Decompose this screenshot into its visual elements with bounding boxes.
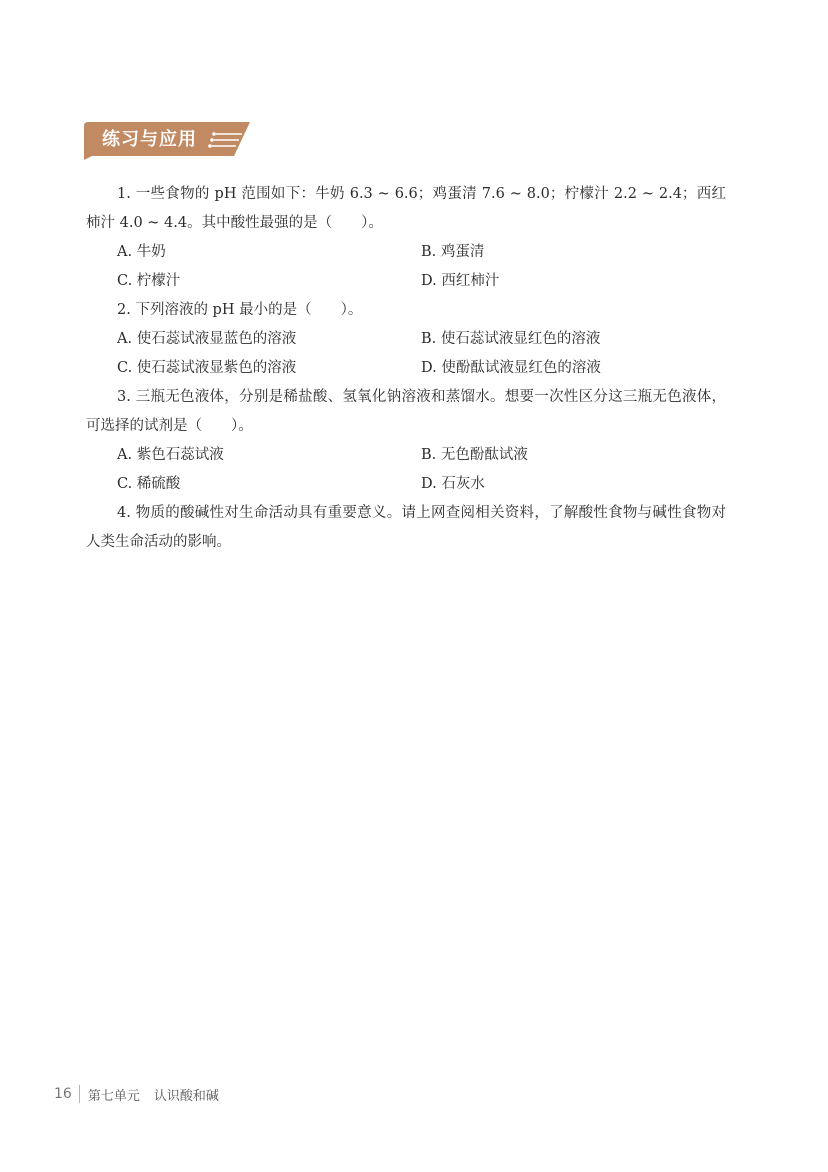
exercise-list <box>86 180 726 557</box>
option-d: D. 使酚酞试液显红色的溶液 <box>421 360 601 376</box>
page-number: 16 <box>54 1086 72 1102</box>
question-2-options <box>86 325 726 383</box>
option-d: D. 西红柿汁 <box>421 273 500 289</box>
option-a: A. 使石蕊试液显蓝色的溶液 <box>117 331 297 347</box>
option-a: A. 紫色石蕊试液 <box>117 447 224 463</box>
option-d: D. 石灰水 <box>421 476 485 492</box>
footer-divider <box>79 1085 80 1103</box>
option-b: B. 鸡蛋清 <box>421 244 485 260</box>
option-c: C. 柠檬汁 <box>117 273 181 289</box>
option-a: A. 牛奶 <box>117 244 166 260</box>
question-3: 3. 三瓶无色液体，分别是稀盐酸、氢氧化钠溶液和蒸馏水。想要一次性区分这三瓶无色液体，可选择的试剂是（ ）。 <box>86 389 726 434</box>
section-title: 练习与应用 <box>102 129 197 150</box>
page-footer <box>54 1083 219 1105</box>
option-c: C. 稀硫酸 <box>117 476 181 492</box>
option-b: B. 无色酚酞试液 <box>421 447 528 463</box>
chapter-title: 认识酸和碱 <box>153 1088 219 1104</box>
question-2: 2. 下列溶液的 pH 最小的是（ ）。 <box>117 302 363 318</box>
question-3-options <box>86 441 726 499</box>
section-header <box>84 122 250 160</box>
option-b: B. 使石蕊试液显红色的溶液 <box>421 331 601 347</box>
option-c: C. 使石蕊试液显紫色的溶液 <box>117 360 297 376</box>
question-1: 1. 一些食物的 pH 范围如下：牛奶 6.3 ~ 6.6；鸡蛋清 7.6 ~ 8.0；柠檬汁 2.2 ~ 2.4；西红柿汁 4.0 ~ 4.4。其中酸性最强的是（ ）。 <box>86 186 726 231</box>
unit-label: 第七单元 <box>87 1088 140 1104</box>
question-1-options <box>86 238 726 296</box>
question-4: 4. 物质的酸碱性对生命活动具有重要意义。请上网查阅相关资料，了解酸性食物与碱性食物对人类生命活动的影响。 <box>86 505 726 550</box>
